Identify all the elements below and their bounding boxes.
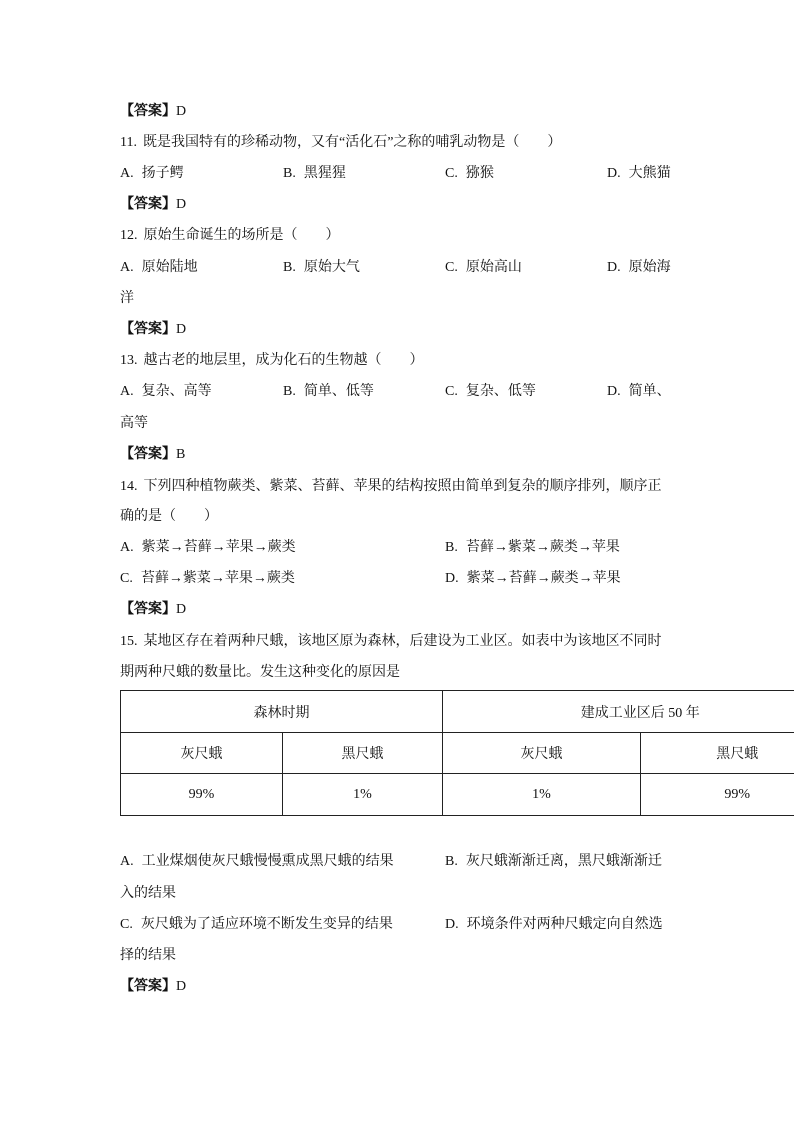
option-key: B.: [445, 540, 458, 555]
question-number: 12.: [120, 228, 138, 243]
option-text: 扬子鳄: [141, 166, 184, 181]
option-key: C.: [120, 917, 133, 932]
answer-label: 【答案】: [120, 104, 176, 119]
answer-q10: [120, 102, 186, 122]
answer-q15: [120, 977, 186, 997]
subheader-gray-moth-forest: 灰尺蛾: [121, 733, 283, 774]
option-key: B.: [283, 384, 296, 399]
table-subheader-row: [121, 733, 794, 774]
answer-value: B: [176, 447, 186, 462]
header-industrial-period: 建成工业区后 50 年: [443, 691, 794, 733]
option-text: 灰尺蛾渐渐迁离，黑尺蛾渐渐迁: [465, 854, 662, 869]
option-key: A.: [120, 384, 134, 399]
option-text: 灰尺蛾为了适应环境不断发生变异的结果: [140, 917, 393, 932]
q12-option-c: [445, 258, 522, 278]
option-text-continued: 入的结果: [120, 886, 176, 901]
table-header-row: [121, 691, 794, 733]
option-text: 原始海: [628, 260, 671, 275]
q12-option-a: [120, 258, 198, 278]
question-text: 既是我国特有的珍稀动物，又有“活化石”之称的哺乳动物是（ ）: [142, 135, 562, 150]
question-text: 下列四种植物蕨类、紫菜、苔藓、苹果的结构按照由简单到复杂的顺序排列，顺序正: [143, 479, 662, 494]
option-text-continued: 洋: [120, 291, 134, 306]
subheader-black-moth-industrial: 黑尺蛾: [641, 733, 794, 774]
q11-option-b: [283, 164, 346, 184]
option-text: 简单、低等: [303, 384, 374, 399]
q14-option-a: [120, 538, 296, 558]
answer-value: D: [176, 602, 187, 617]
answer-q12: [120, 320, 186, 340]
option-text-continued: 择的结果: [120, 948, 176, 963]
question-15-stem: [120, 632, 662, 652]
cell-gray-moth-forest: 99%: [121, 774, 283, 816]
question-number: 13.: [120, 353, 138, 368]
q15-option-a: [120, 852, 394, 872]
q15-option-d: [445, 915, 663, 935]
option-text: 黑猩猩: [303, 166, 346, 181]
subheader-gray-moth-industrial: 灰尺蛾: [443, 733, 641, 774]
option-key: C.: [445, 166, 458, 181]
question-text-continued: 期两种尺蛾的数量比。发生这种变化的原因是: [120, 665, 400, 680]
option-text: 苔藓→紫菜→苹果→蕨类: [140, 571, 295, 586]
option-key: D.: [607, 384, 621, 399]
answer-value: D: [176, 197, 187, 212]
answer-label: 【答案】: [120, 979, 176, 994]
answer-value: D: [176, 104, 187, 119]
question-number: 11.: [120, 135, 137, 150]
question-13-stem: [120, 351, 424, 371]
option-text: 猕猴: [465, 166, 494, 181]
option-key: D.: [607, 166, 621, 181]
question-11-stem: [120, 133, 561, 153]
option-key: D.: [445, 917, 459, 932]
answer-q11: [120, 195, 186, 215]
question-text-continued: 确的是（ ）: [120, 509, 218, 524]
option-text: 环境条件对两种尺蛾定向自然选: [466, 917, 663, 932]
q15-option-b: [445, 852, 662, 872]
q14-option-b: [445, 538, 620, 558]
q12-option-d-wrap: [120, 289, 134, 309]
question-number: 15.: [120, 634, 138, 649]
option-text: 紫菜→苔藓→蕨类→苹果: [466, 571, 621, 586]
option-key: A.: [120, 260, 134, 275]
q13-option-b: [283, 382, 374, 402]
option-key: A.: [120, 540, 134, 555]
question-12-stem: [120, 226, 340, 246]
q14-option-c: [120, 569, 295, 589]
q12-option-b: [283, 258, 360, 278]
option-key: B.: [283, 166, 296, 181]
cell-gray-moth-industrial: 1%: [443, 774, 641, 816]
answer-label: 【答案】: [120, 322, 176, 337]
question-text: 越古老的地层里，成为化石的生物越（ ）: [143, 353, 424, 368]
option-text: 原始高山: [465, 260, 522, 275]
option-key: C.: [120, 571, 133, 586]
q11-option-d: [607, 164, 671, 184]
moth-ratio-table: [120, 690, 794, 816]
q15-option-d-wrap: [120, 946, 176, 966]
q12-option-d: [607, 258, 671, 278]
option-text: 工业煤烟使灰尺蛾慢慢熏成黑尺蛾的结果: [141, 854, 394, 869]
option-text-continued: 高等: [120, 416, 148, 431]
answer-label: 【答案】: [120, 602, 176, 617]
subheader-black-moth-forest: 黑尺蛾: [283, 733, 443, 774]
question-14-stem: [120, 477, 662, 497]
answer-value: D: [176, 322, 187, 337]
answer-value: D: [176, 979, 187, 994]
option-key: C.: [445, 260, 458, 275]
q13-option-d: [607, 382, 671, 402]
cell-black-moth-industrial: 99%: [641, 774, 794, 816]
option-key: D.: [607, 260, 621, 275]
question-number: 14.: [120, 479, 138, 494]
question-14-stem-continued: [120, 507, 218, 527]
option-text: 紫菜→苔藓→苹果→蕨类: [141, 540, 296, 555]
q11-option-c: [445, 164, 494, 184]
q15-option-c: [120, 915, 393, 935]
answer-q14: [120, 600, 186, 620]
option-key: A.: [120, 166, 134, 181]
option-key: B.: [445, 854, 458, 869]
option-text: 大熊猫: [628, 166, 671, 181]
option-text: 苔藓→紫菜→蕨类→苹果: [465, 540, 620, 555]
q13-option-a: [120, 382, 212, 402]
cell-black-moth-forest: 1%: [283, 774, 443, 816]
q11-option-a: [120, 164, 184, 184]
option-text: 简单、: [628, 384, 671, 399]
option-text: 复杂、高等: [141, 384, 212, 399]
option-key: C.: [445, 384, 458, 399]
option-text: 复杂、低等: [465, 384, 536, 399]
table-row: [121, 774, 794, 816]
question-text: 原始生命诞生的场所是（ ）: [143, 228, 340, 243]
q15-option-b-wrap: [120, 884, 176, 904]
question-15-stem-continued: [120, 663, 400, 683]
option-key: D.: [445, 571, 459, 586]
question-text: 某地区存在着两种尺蛾，该地区原为森林，后建设为工业区。如表中为该地区不同时: [143, 634, 662, 649]
option-key: B.: [283, 260, 296, 275]
option-text: 原始陆地: [141, 260, 198, 275]
answer-label: 【答案】: [120, 197, 176, 212]
q13-option-d-wrap: [120, 414, 148, 434]
option-key: A.: [120, 854, 134, 869]
q13-option-c: [445, 382, 536, 402]
answer-q13: [120, 445, 185, 465]
q14-option-d: [445, 569, 621, 589]
header-forest-period: 森林时期: [121, 691, 443, 733]
option-text: 原始大气: [303, 260, 360, 275]
answer-label: 【答案】: [120, 447, 176, 462]
